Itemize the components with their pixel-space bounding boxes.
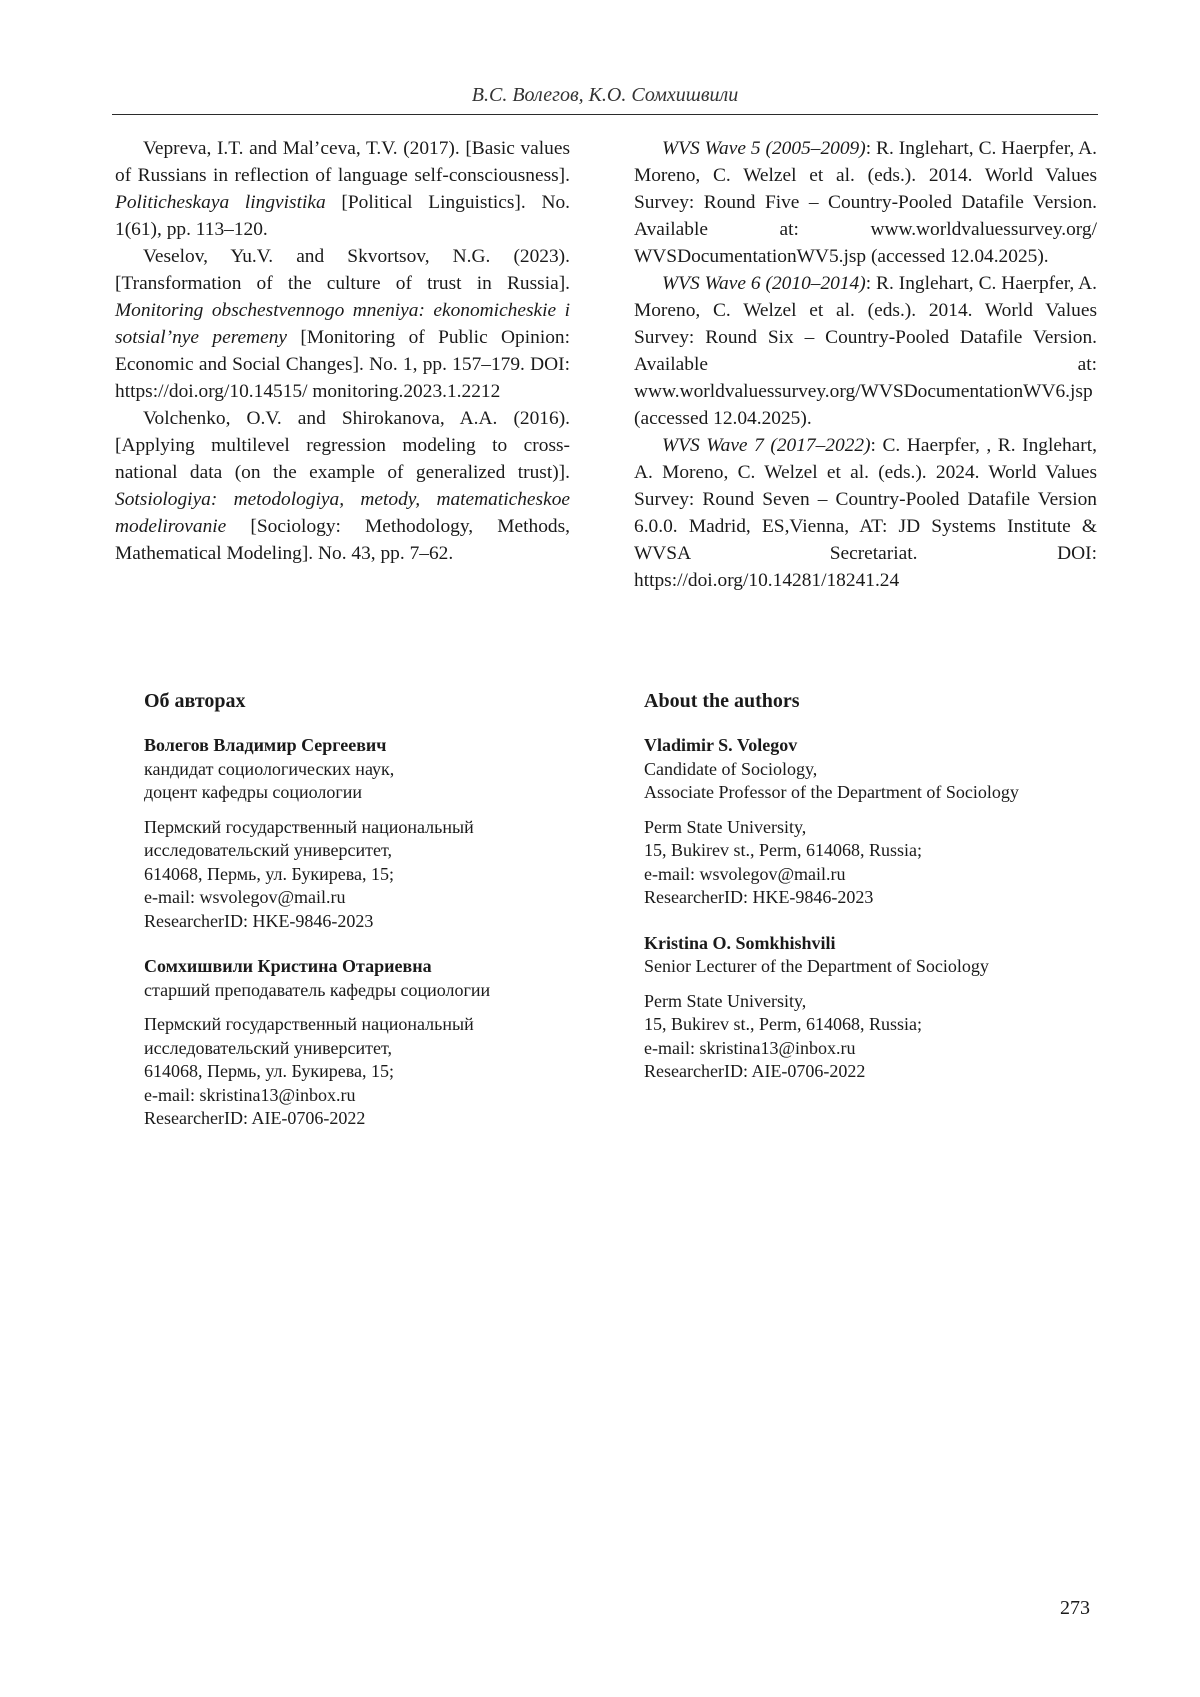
author-address-line: Пермский государственный национальный bbox=[144, 816, 584, 840]
author-address-line: исследовательский университет, bbox=[144, 1037, 584, 1061]
author-position-line: доцент кафедры социологии bbox=[144, 781, 584, 805]
page-number: 273 bbox=[1060, 1597, 1090, 1620]
author-address-line: ResearcherID: HKE-9846-2023 bbox=[144, 910, 584, 934]
ref-text: [Sociology: Methodology, Methods, Mathematical Modeling]. No. 43, pp. 7–62. bbox=[115, 516, 570, 564]
ref-italic: Politicheskaya lingvistika bbox=[115, 192, 326, 213]
author-address-line: Perm State University, bbox=[644, 816, 1114, 840]
author-address-line: e-mail: wsvolegov@mail.ru bbox=[644, 863, 1114, 887]
author-position-line: Candidate of Sociology, bbox=[644, 758, 1114, 782]
reference-list-right bbox=[634, 135, 1097, 594]
ref-text: Veselov, Yu.V. and Skvortsov, N.G. (2023). [Transformation of the culture of trust in Russia]. bbox=[115, 246, 570, 294]
running-header bbox=[112, 80, 1098, 115]
ref-italic: WVS Wave 7 (2017–2022) bbox=[662, 435, 871, 456]
ref-italic: WVS Wave 6 (2010–2014) bbox=[662, 273, 866, 294]
authors-section-ru bbox=[144, 688, 584, 1153]
author-address-line: Perm State University, bbox=[644, 990, 1114, 1014]
author-name: Сомхишвили Кристина Отариевна bbox=[144, 955, 584, 979]
author-list-ru bbox=[144, 734, 584, 1131]
author-name: Волегов Владимир Сергеевич bbox=[144, 734, 584, 758]
author-block bbox=[144, 955, 584, 1131]
section-title: Об авторах bbox=[144, 688, 584, 714]
authors-section-en bbox=[644, 688, 1114, 1106]
author-address-line: 614068, Пермь, ул. Букирева, 15; bbox=[144, 1060, 584, 1084]
ref-text: Volchenko, O.V. and Shirokanova, A.A. (2016). [Applying multilevel regression modeling to cross-national data (on the example of generalized trust)]. bbox=[115, 408, 570, 483]
ref-italic: Sotsiologiya: metodologiya, metody, matematich­eskoe modelirovanie bbox=[115, 489, 570, 537]
author-address-line: Пермский государственный национальный bbox=[144, 1013, 584, 1037]
author-block bbox=[144, 734, 584, 933]
ref-text: : R. Inglehart, C. Haerpfer, A. Moreno, C. Welzel et al. (eds.). 2014. World Values Survey: Round Six – Country-Pooled Datafile Version. Available at: www.worldvaluessurvey.org/WVSDocumentationWV­6.jsp (accessed 12.04.2025). bbox=[634, 273, 1097, 429]
author-address-line: e-mail: wsvolegov@mail.ru bbox=[144, 886, 584, 910]
author-name: Vladimir S. Volegov bbox=[644, 734, 1114, 758]
ref-text: [Monitoring of Public Opinion: Economic and Social Changes]. No. 1, pp. 157–179. DOI: https://doi.org/10.14515/ monitoring.2023.1.2212 bbox=[115, 327, 570, 402]
author-position-line: кандидат социологических наук, bbox=[144, 758, 584, 782]
author-list-en bbox=[644, 734, 1114, 1084]
reference-entry bbox=[634, 270, 1097, 432]
reference-entry bbox=[115, 243, 570, 405]
reference-entry bbox=[634, 432, 1097, 594]
reference-entry bbox=[115, 405, 570, 567]
author-address-line: ResearcherID: AIE-0706-2022 bbox=[644, 1060, 1114, 1084]
ref-text: : R. Inglehart, C. Haerpfer, A. Moreno, C. Welzel et al. (eds.). 2014. World Values Survey: Round Five – Country-Pooled Datafile Version. Available at: www.worldvaluessurvey.org/ WVSDocumentationWV5.jsp (accessed 12.04.2025). bbox=[634, 138, 1097, 267]
ref-text: [Political Linguistics]. No. 1(61), pp. 113–120. bbox=[115, 192, 570, 240]
running-header-text: В.С. Волегов, К.О. Сомхишвили bbox=[112, 84, 1098, 107]
author-address-line: ResearcherID: HKE-9846-2023 bbox=[644, 886, 1114, 910]
author-address-line: 15, Bukirev st., Perm, 614068, Russia; bbox=[644, 1013, 1114, 1037]
author-address-line: ResearcherID: AIE-0706-2022 bbox=[144, 1107, 584, 1131]
author-position-line: Senior Lecturer of the Department of Sociology bbox=[644, 955, 1114, 979]
author-position-line: Associate Professor of the Department of Sociology bbox=[644, 781, 1114, 805]
author-name: Kristina O. Somkhishvili bbox=[644, 932, 1114, 956]
author-address-line: e-mail: skristina13@inbox.ru bbox=[144, 1084, 584, 1108]
author-position-line: старший преподаватель кафедры социологии bbox=[144, 979, 584, 1003]
ref-text: : C. Haerpfer, , R. Inglehart, A. Moreno, C. Welzel et al. (eds.). 2024. World Values Survey: Round Seven – Coun­try-Pooled Datafile Version 6.0.0. Madrid, ES,Vienna, AT: JD Systems Institute & WVSA Sec­retariat. DOI: https://doi.org/10.14281/18241.24 bbox=[634, 435, 1097, 591]
ref-italic: Monitoring obschestvennogo mneniya: ekonomiches­kie i sotsial’nye peremeny bbox=[115, 300, 570, 348]
author-address-line: 15, Bukirev st., Perm, 614068, Russia; bbox=[644, 839, 1114, 863]
ref-text: Vepreva, I.T. and Mal’ceva, T.V. (2017). [Basic values of Russians in reflection of language self-consciousness]. bbox=[115, 138, 570, 186]
author-block bbox=[644, 734, 1114, 910]
section-title: About the authors bbox=[644, 688, 1114, 714]
author-address-line: 614068, Пермь, ул. Букирева, 15; bbox=[144, 863, 584, 887]
author-block bbox=[644, 932, 1114, 1084]
reference-list-left bbox=[115, 135, 570, 567]
author-address-line: e-mail: skristina13@inbox.ru bbox=[644, 1037, 1114, 1061]
ref-italic: WVS Wave 5 (2005–2009) bbox=[662, 138, 866, 159]
reference-entry bbox=[115, 135, 570, 243]
reference-entry bbox=[634, 135, 1097, 270]
author-address-line: исследовательский университет, bbox=[144, 839, 584, 863]
